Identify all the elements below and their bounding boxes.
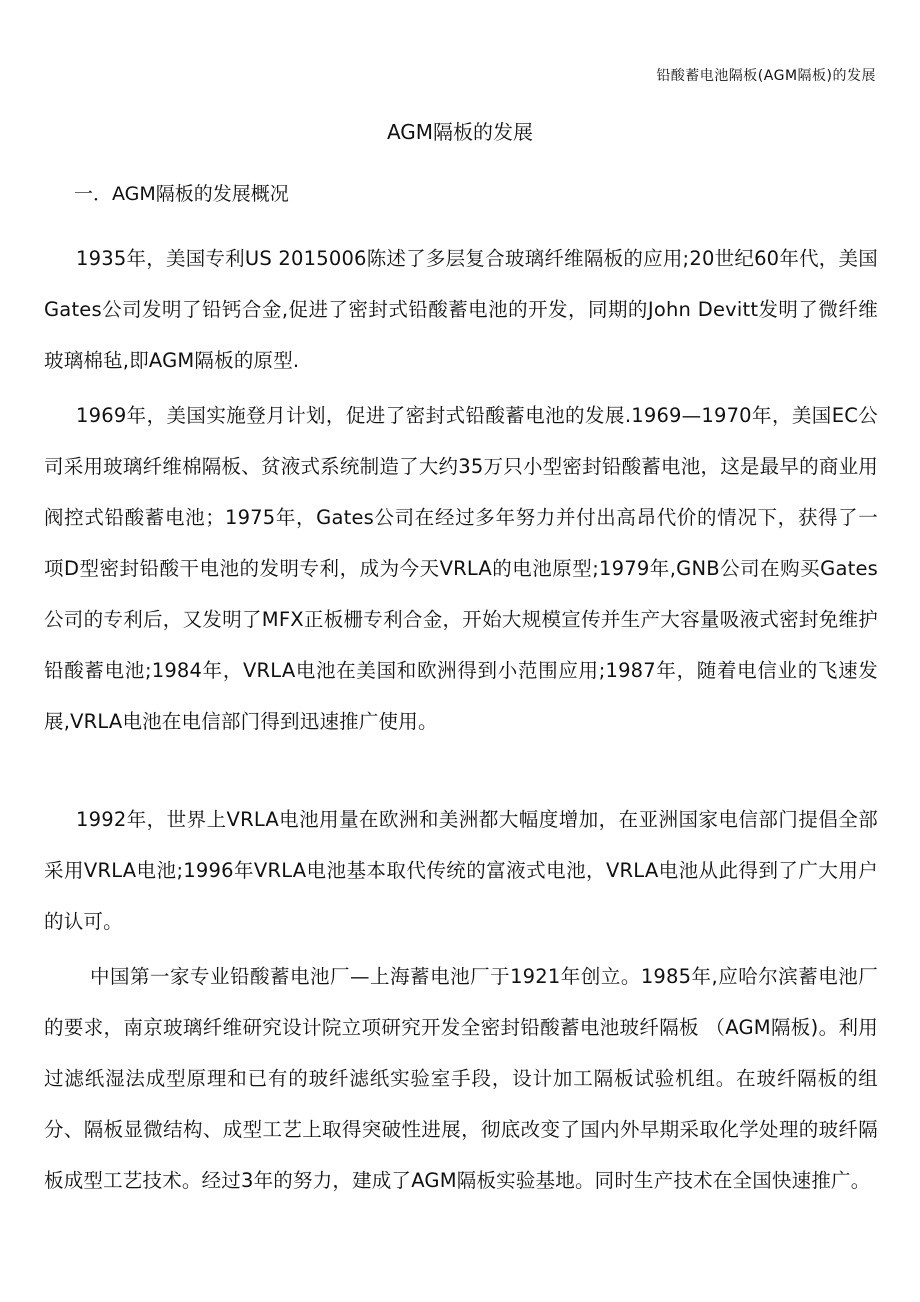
paragraph-1935-history: 1935年，美国专利US 2015006陈述了多层复合玻璃纤维隔板的应用;20世纪60年代，美国Gates公司发明了铅钙合金,促进了密封式铅酸蓄电池的开发，同期的John Devitt发明了微纤维玻璃棉毡,即AGM隔板的原型. <box>44 247 878 372</box>
section-heading: 一．AGM隔板的发展概况 <box>74 183 289 205</box>
document-title: AGM隔板的发展 <box>386 120 534 144</box>
paragraph-1992-history: 1992年，世界上VRLA电池用量在欧洲和美洲都大幅度增加，在亚洲国家电信部门提倡全部采用VRLA电池;1996年VRLA电池基本取代传统的富液式电池，VRLA电池从此得到了广大用户的认可。 <box>44 808 878 933</box>
paragraph-china-history: 中国第一家专业铅酸蓄电池厂—上海蓄电池厂于1921年创立。1985年,应哈尔滨蓄电池厂的要求，南京玻璃纤维研究设计院立项研究开发全密封铅酸蓄电池玻纤隔板 （AGM隔板)。利用过滤纸湿法成型原理和已有的玻纤滤纸实验室手段，设计加工隔板试验机组。在玻纤隔板的组分、隔板显微结构、成型工艺上取得突破性进展，彻底改变了国内外早期采取化学处理的玻纤隔板成型工艺技术。经过3年的努力，建成了AGM隔板实验基地。同时生产技术在全国快速推广。 <box>44 965 878 1192</box>
paragraph-1969-history: 1969年，美国实施登月计划，促进了密封式铅酸蓄电池的发展.1969—1970年，美国EC公司采用玻璃纤维棉隔板、贫液式系统制造了大约35万只小型密封铅酸蓄电池，这是最早的商业用阀控式铅酸蓄电池；1975年，Gates公司在经过多年努力并付出高昂代价的情况下，获得了一项D型密封铅酸干电池的发明专利，成为今天VRLA的电池原型;1979年,GNB公司在购买Gates公司的专利后，又发明了MFX正板栅专利合金，开始大规模宣传并生产大容量吸液式密封免维护铅酸蓄电池;1984年，VRLA电池在美国和欧洲得到小范围应用;1987年，随着电信业的飞速发展,VRLA电池在电信部门得到迅速推广使用。 <box>44 404 878 733</box>
running-header: 铅酸蓄电池隔板(AGM隔板)的发展 <box>656 68 876 84</box>
